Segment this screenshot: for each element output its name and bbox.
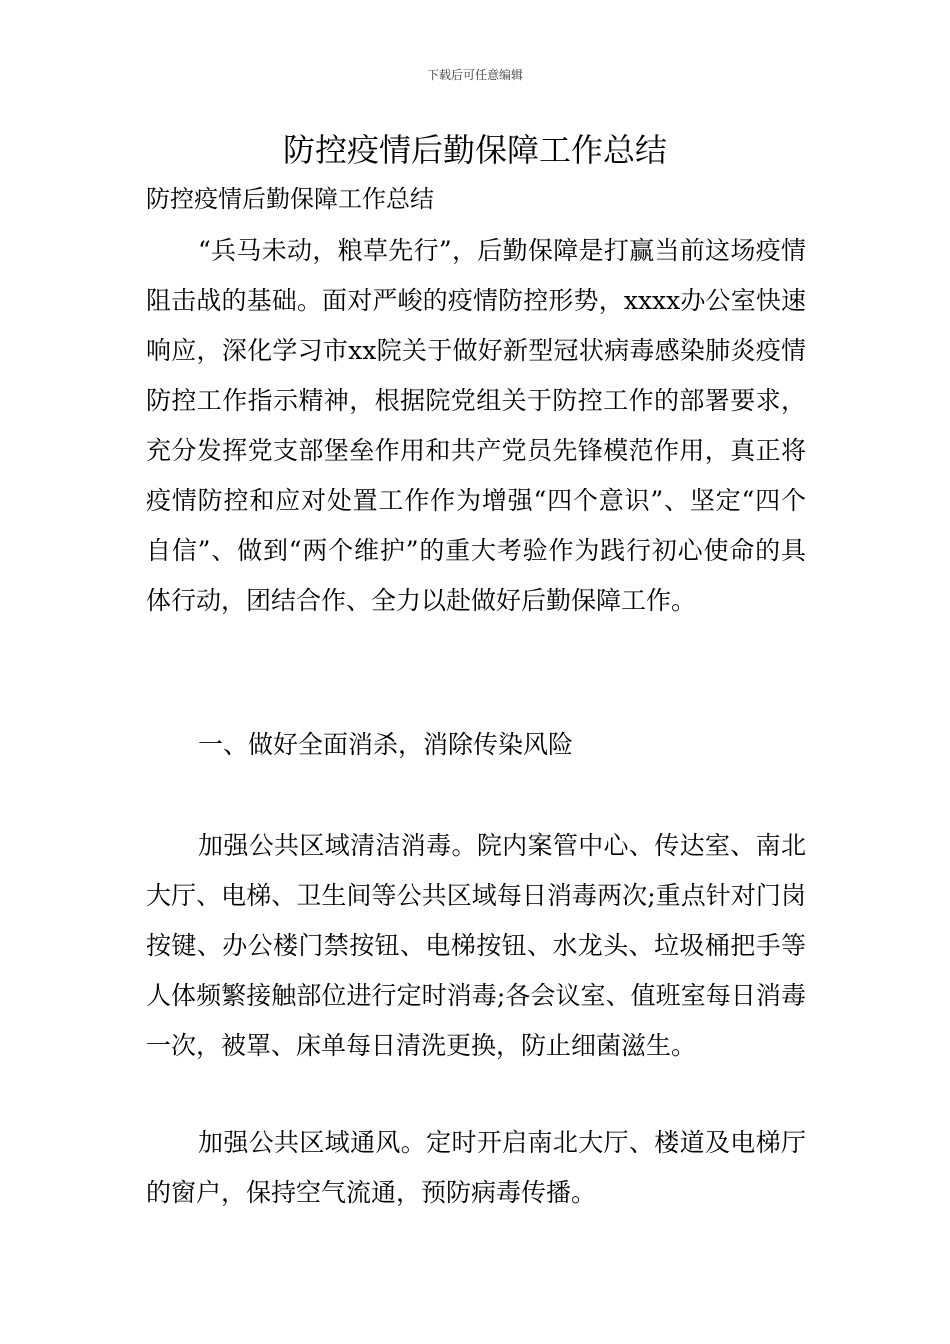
intro-paragraph: “兵马未动，粮草先行”，后勤保障是打赢当前这场疫情阻击战的基础。面对严峻的疫情防控形势，xxxx办公室快速响应，深化学习市xx院关于做好新型冠状病毒感染肺炎疫情防控工作指示精神，根据院党组关于防控工作的部署要求，充分发挥党支部堡垒作用和共产党员先锋模范作用，真正将疫情防控和应对处置工作作为增强“四个意识”、坚定“四个自信”、做到“两个维护”的重大考验作为践行初心使命的具体行动，团结合作、全力以赴做好后勤保障工作。 [146, 236, 806, 615]
document-title: 防控疫情后勤保障工作总结 [282, 131, 667, 169]
document-subtitle: 防控疫情后勤保障工作总结 [146, 185, 434, 213]
header-note: 下载后可任意编辑 [426, 68, 523, 82]
section-heading-1: 一、做好全面消杀，消除传染风险 [198, 730, 574, 759]
section1-paragraph-2: 加强公共区域通风。定时开启南北大厅、楼道及电梯厅的窗户，保持空气流通，预防病毒传播。 [146, 1128, 806, 1207]
section1-paragraph-1: 加强公共区域清洁消毒。院内案管中心、传达室、南北大厅、电梯、卫生间等公共区域每日消毒两次;重点针对门岗按键、办公楼门禁按钮、电梯按钮、水龙头、垃圾桶把手等人体频繁接触部位进行定时消毒;各会议室、值班室每日消毒一次，被罩、床单每日清洗更换，防止细菌滋生。 [146, 831, 806, 1060]
